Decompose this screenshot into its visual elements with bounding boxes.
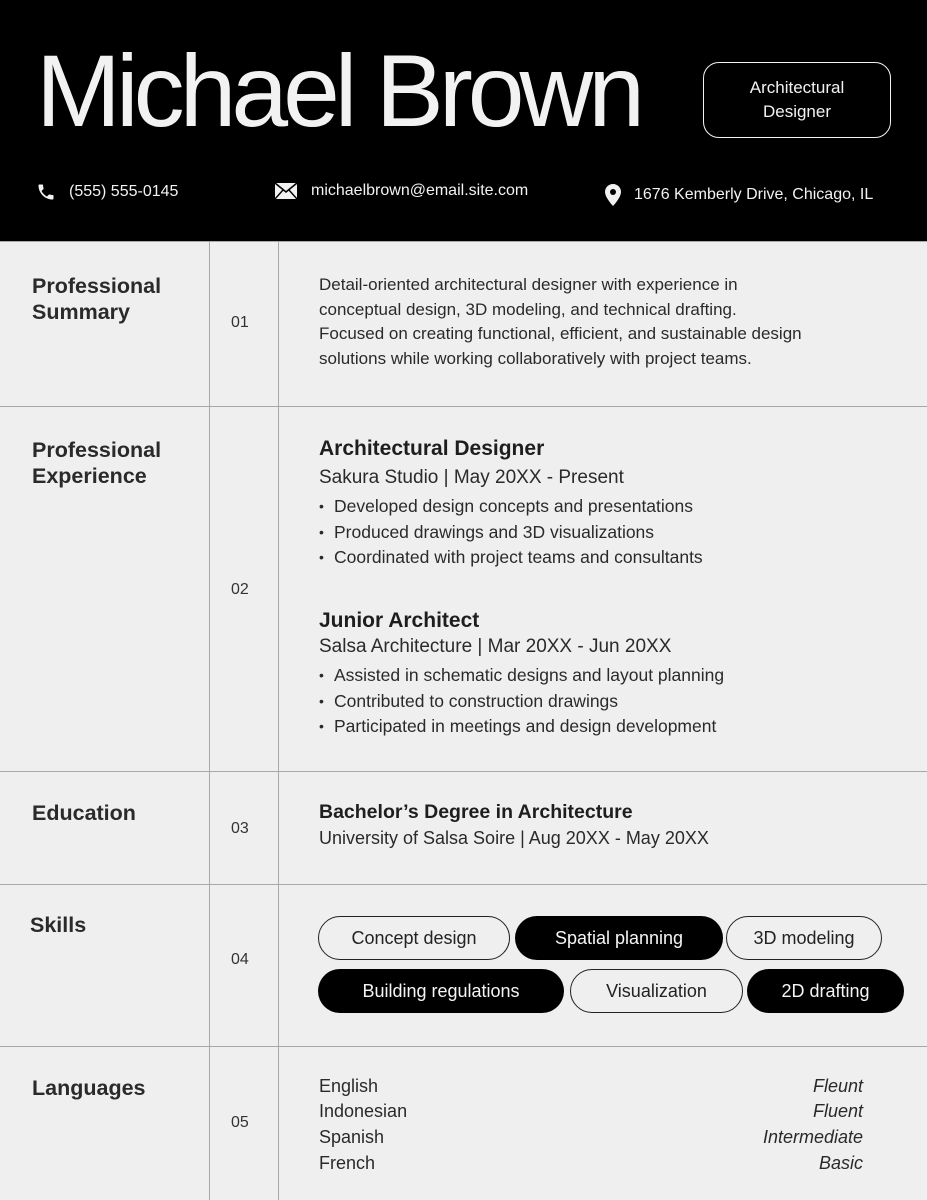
education-number: 03 <box>231 820 249 837</box>
languages-number: 05 <box>231 1114 249 1131</box>
skill-tag: Concept design <box>318 916 510 960</box>
experience-title <box>32 437 172 489</box>
job-bullets <box>319 494 703 571</box>
job-entry <box>319 606 724 740</box>
list-item: • Contributed to construction drawings <box>319 689 724 715</box>
education-entry <box>319 799 709 851</box>
list-item: • Participated in meetings and design development <box>319 714 724 740</box>
school-dates: University of Salsa Soire | Aug 20XX - May 20XX <box>319 828 709 848</box>
list-item: • Assisted in schematic designs and layout planning <box>319 663 724 689</box>
language-level: Basic <box>818 1153 863 1173</box>
skills-number: 04 <box>231 951 249 968</box>
summary-number: 01 <box>231 314 249 331</box>
job-company-dates: Salsa Architecture | Mar 20XX - Jun 20XX <box>319 636 672 657</box>
list-item: • Developed design concepts and presentations <box>319 494 703 520</box>
job-title-text: Architectural Designer <box>749 78 845 121</box>
skill-tag: 2D drafting <box>747 969 904 1013</box>
language-name: English <box>319 1076 379 1096</box>
list-item: • Coordinated with project teams and consultants <box>319 545 703 571</box>
candidate-name: Michael Brown <box>36 34 640 148</box>
skills-section <box>0 884 927 1047</box>
phone-icon <box>36 182 56 202</box>
job-bullets <box>319 663 724 740</box>
summary-title <box>32 273 172 325</box>
skill-tag: Visualization <box>570 969 743 1013</box>
experience-section <box>0 406 927 772</box>
job-title-badge <box>703 62 891 138</box>
language-level: Fleunt <box>812 1076 863 1096</box>
job-entry <box>319 434 703 571</box>
mail-icon <box>274 182 298 200</box>
job-title: Architectural Designer <box>319 437 545 460</box>
language-name: Indonesian <box>319 1101 408 1121</box>
experience-number: 02 <box>231 581 249 598</box>
contact-address <box>604 184 873 206</box>
languages-title: Languages <box>32 1076 146 1100</box>
skill-tag: Spatial planning <box>515 916 723 960</box>
summary-line: Detail-oriented architectural designer with experience in <box>319 275 738 294</box>
language-level: Intermediate <box>762 1127 863 1147</box>
resume-header <box>0 0 927 241</box>
skill-tag: 3D modeling <box>726 916 882 960</box>
summary-line: Focused on creating functional, efficient, and sustainable design <box>319 324 802 343</box>
language-name: French <box>319 1153 376 1173</box>
language-level: Fluent <box>812 1101 863 1121</box>
education-section <box>0 771 927 885</box>
language-name: Spanish <box>319 1127 385 1147</box>
contact-phone[interactable] <box>36 182 178 202</box>
list-item: • Produced drawings and 3D visualizations <box>319 520 703 546</box>
email-text: michaelbrown@email.site.com <box>311 182 529 199</box>
phone-text: (555) 555-0145 <box>69 183 179 200</box>
languages-section <box>0 1046 927 1200</box>
experience-title-text: Professional Experience <box>32 438 162 488</box>
summary-title-text: Professional Summary <box>32 274 162 324</box>
location-pin-icon <box>604 184 622 206</box>
summary-section <box>0 241 927 407</box>
summary-text <box>319 273 802 371</box>
education-title: Education <box>32 801 136 825</box>
job-title: Junior Architect <box>319 609 480 632</box>
job-company-dates: Sakura Studio | May 20XX - Present <box>319 467 624 488</box>
summary-line: conceptual design, 3D modeling, and technical drafting. <box>319 299 737 319</box>
contact-email[interactable] <box>274 182 528 200</box>
skill-tag: Building regulations <box>318 969 564 1013</box>
summary-line: solutions while working collaboratively with project teams. <box>319 348 752 368</box>
skills-title: Skills <box>30 913 87 937</box>
address-text: 1676 Kemberly Drive, Chicago, IL <box>634 186 874 203</box>
degree-title: Bachelor’s Degree in Architecture <box>319 801 633 823</box>
